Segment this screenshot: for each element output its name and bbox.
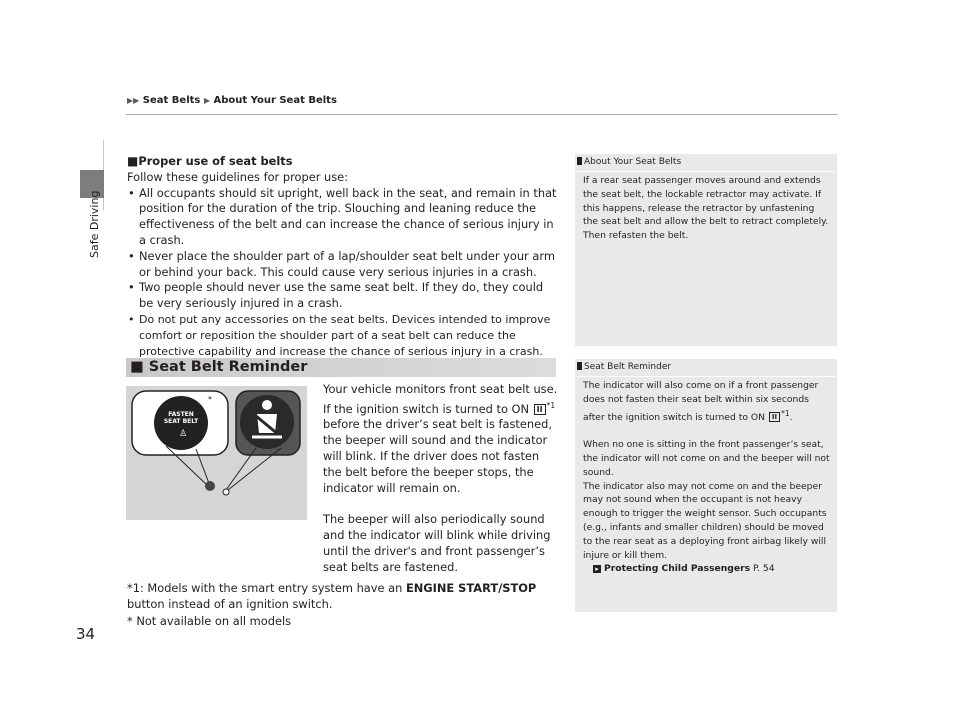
footnote-ref: *1 — [546, 400, 556, 410]
note-body: If a rear seat passenger moves around and extends the seat belt, the lockable retractor may activate. If this happens, release the retractor by unfastening the seat belt and allow the belt to retract completely. Then refasten the belt. — [583, 175, 829, 242]
note-marker-icon — [577, 157, 582, 165]
note-title: Seat Belt Reminder — [577, 360, 835, 377]
guideline-item: • Never place the shoulder part of a lap/shoulder seat belt under your arm or behind your back. This could cause very serious injuries in a crash. — [127, 249, 559, 281]
guideline-item: • Two people should never use the same seat belt. If they do, they could be very seriously injured in a crash. — [127, 280, 559, 312]
section-title: ■ Seat Belt Reminder — [130, 359, 308, 375]
square-bullet-icon: ■ — [130, 359, 144, 375]
reminder-paragraph-2: The beeper will also periodically sound and the indicator will blink while driving until the driver's and front passenger’s seat belts are fastened. — [323, 512, 551, 574]
arrow-right-icon: ▸ — [593, 565, 601, 573]
reminder-paragraph-1: Your vehicle monitors front seat belt use. If the ignition switch is turned to ON II $^{*1}$ before the driver’s seat belt is fastened, the beeper will sound and the indicator will blink. If the driver does not fasten the belt before the beeper stops, the indicator will remain on. — [323, 382, 558, 495]
breadcrumb-item-about[interactable]: About Your Seat Belts — [213, 95, 337, 106]
guideline-item: • Do not put any accessories on the seat belts. Devices intended to improve comfort or reposition the shoulder part of a seat belt can reduce the protective capability and increase the chance of serious injury in a crash. — [127, 312, 559, 359]
note-seat-belt-reminder — [575, 359, 837, 612]
breadcrumb-arrow-icon: ▶▶ — [127, 96, 140, 105]
note2-paragraph-3: The indicator also may not come on and the beeper may not sound when the occupant is not heavy enough to trigger the weight sensor. Such occupants (e.g., infants and smaller children) should be moved to the rear seat as a deploying front airbag likely will injure or kill them. — [583, 480, 827, 561]
indicator-illustration-svg — [126, 386, 307, 520]
small-seatbelt-icon: ♙ — [179, 429, 188, 439]
indicator-text-1: FASTEN — [168, 411, 194, 418]
asterisk-mark: * — [208, 395, 212, 404]
seatbelt-person-head-icon — [262, 400, 272, 410]
pointer-line — [226, 448, 256, 490]
reminder-text — [323, 382, 559, 591]
pointer-dot-right — [223, 489, 229, 495]
indicator-text-2: SEAT BELT — [163, 418, 199, 425]
ignition-on-icon: II — [534, 404, 546, 415]
pointer-dot-left — [205, 481, 215, 491]
note2-paragraph-2: When no one is sitting in the front passenger’s seat, the indicator will not come on and the beeper will not sound. — [583, 439, 830, 478]
guideline-item: • All occupants should sit upright, well back in the seat, and remain in that position for the duration of the trip. Slouching and leaning reduce the effectiveness of the belt and can increase the chance of serious injury in a crash. — [127, 186, 559, 249]
note-body — [583, 379, 831, 576]
cross-reference-link[interactable]: ▸ Protecting Child Passengers P. 54 — [583, 562, 831, 576]
page-number: 34 — [76, 625, 96, 643]
proper-use-heading: ■Proper use of seat belts — [127, 154, 293, 168]
breadcrumb-item-seat-belts[interactable]: Seat Belts — [142, 95, 201, 106]
note2-paragraph-1: The indicator will also come on if a front passenger does not fasten their seat belt within six seconds after the ignition switch is turned to ON II $^{*1}$. — [583, 380, 819, 423]
note-marker-icon — [577, 362, 582, 370]
seat-belt-indicator-illustration — [126, 386, 307, 520]
footnote-2: * Not available on all models — [127, 614, 292, 628]
ignition-on-icon: II — [769, 412, 780, 422]
breadcrumb-arrow-icon: ▶ — [203, 96, 210, 105]
proper-use-intro: Follow these guidelines for proper use: — [127, 169, 349, 184]
square-bullet-icon: ■ — [127, 154, 139, 168]
footnote-1: *1: Models with the smart entry system have an ENGINE START/STOP button instead of an ignition switch. — [127, 581, 537, 611]
guideline-list — [127, 186, 559, 360]
note-about-seat-belts — [575, 154, 837, 346]
breadcrumb — [127, 95, 337, 106]
footnote-ref: *1 — [781, 408, 790, 418]
note-title: About Your Seat Belts — [577, 155, 835, 172]
section-label: Safe Driving — [88, 190, 101, 258]
proper-use-section — [127, 154, 559, 359]
header-divider — [126, 114, 837, 115]
